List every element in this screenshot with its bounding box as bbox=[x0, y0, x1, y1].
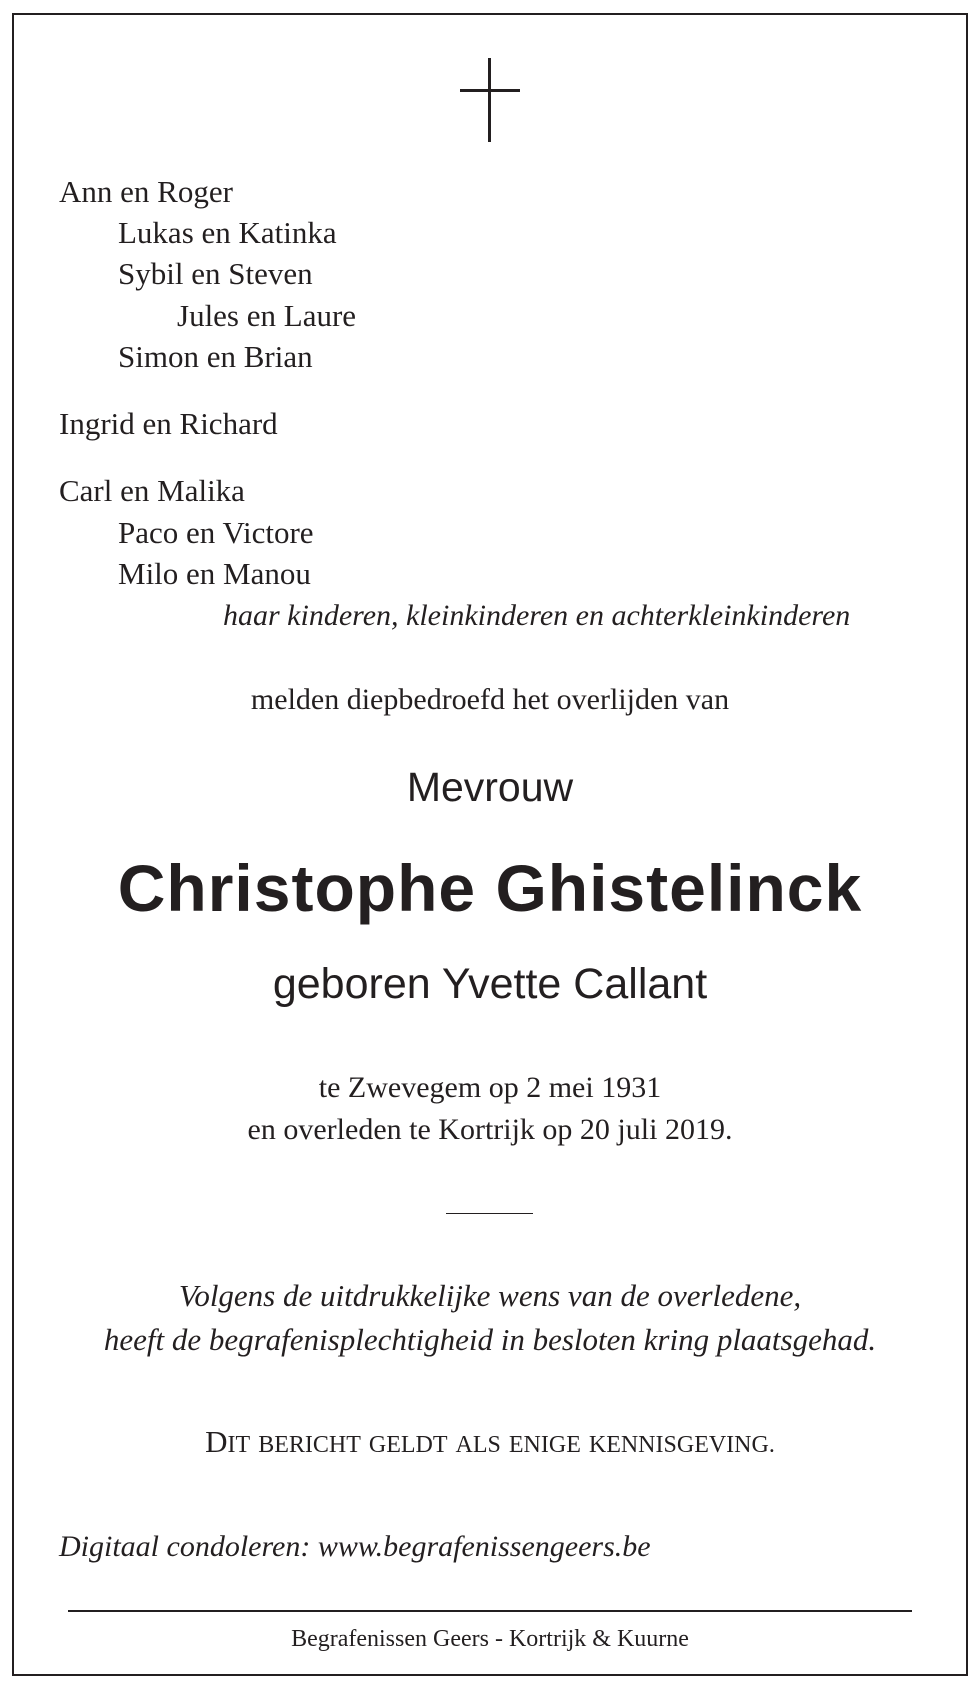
notice-word: BERICHT bbox=[258, 1432, 361, 1458]
family-line: Paco en Victore bbox=[118, 515, 314, 550]
deceased-name: Christophe Ghistelinck bbox=[117, 851, 863, 925]
born-as: geboren Yvette Callant bbox=[272, 960, 708, 1008]
family-line: Sybil en Steven bbox=[118, 256, 313, 291]
notice-word: ALS bbox=[455, 1432, 501, 1458]
separator-line bbox=[446, 1213, 533, 1214]
announcement-text: melden diepbedroefd het overlijden van bbox=[250, 683, 730, 716]
notice-word: KENNISGEVING. bbox=[588, 1432, 775, 1458]
family-line: Simon en Brian bbox=[118, 339, 313, 374]
deceased-title: Mevrouw bbox=[406, 764, 574, 810]
family-line: Milo en Manou bbox=[118, 556, 311, 591]
family-line: Lukas en Katinka bbox=[118, 215, 337, 250]
wish-line-2: heeft de begrafenisplechtigheid in besloten kring plaatsgehad. bbox=[103, 1322, 877, 1357]
footer-divider bbox=[68, 1610, 912, 1612]
wish-line-1: Volgens de uitdrukkelijke wens van de overledene, bbox=[178, 1278, 802, 1313]
family-relation: haar kinderen, kleinkinderen en achterkleinkinderen bbox=[223, 599, 851, 632]
death-info: en overleden te Kortrijk op 20 juli 2019. bbox=[247, 1113, 733, 1146]
family-line: Ann en Roger bbox=[59, 174, 233, 209]
family-line: Carl en Malika bbox=[59, 473, 245, 508]
notice-statement bbox=[0, 1424, 980, 1460]
notice-initial: D bbox=[205, 1424, 228, 1459]
condolence-link[interactable]: Digitaal condoleren: www.begrafenissengeers.be bbox=[59, 1530, 651, 1563]
birth-info: te Zwevegem op 2 mei 1931 bbox=[318, 1071, 662, 1104]
family-line: Ingrid en Richard bbox=[59, 406, 278, 441]
notice-word: ENIGE bbox=[508, 1432, 581, 1458]
notice-word: GELDT bbox=[368, 1432, 448, 1458]
family-line: Jules en Laure bbox=[177, 298, 357, 333]
funeral-home: Begrafenissen Geers - Kortrijk & Kuurne bbox=[291, 1626, 689, 1652]
notice-word: IT bbox=[227, 1432, 251, 1458]
